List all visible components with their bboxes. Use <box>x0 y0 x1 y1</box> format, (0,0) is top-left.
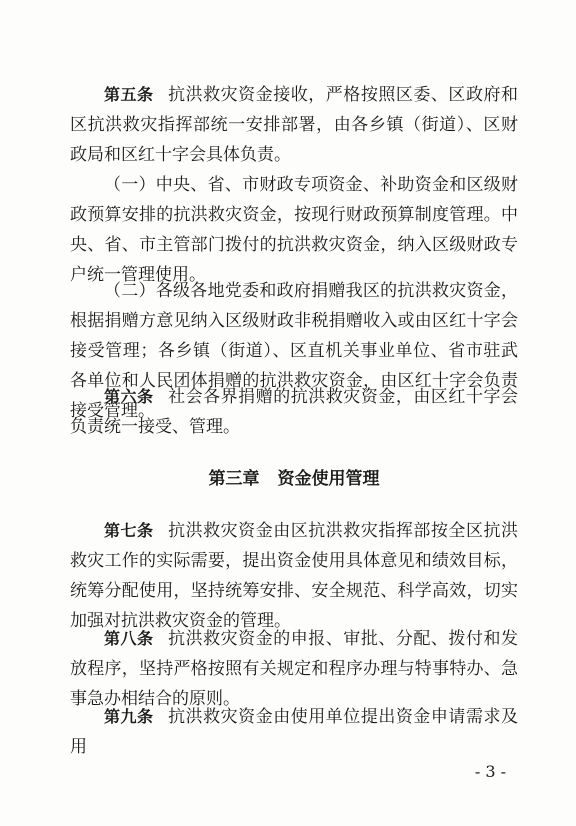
chapter-3-number: 第三章 <box>208 469 260 489</box>
article-7-label: 第七条 <box>104 521 154 540</box>
item-1-text: （一）中央、省、市财政专项资金、补助资金和区级财政预算安排的抗洪救灾资金，按现行财政预算制度管理。中央、省、市主管部门拨付的抗洪救灾资金，纳入区级财政专户统一管理使用。 <box>70 175 518 285</box>
article-9-paragraph <box>70 702 518 762</box>
article-5-text: 抗洪救灾资金接收，严格按照区委、区政府和区抗洪救灾指挥部统一安排部署，由各乡镇（街道）、区财政局和区红十字会具体负责。 <box>70 85 518 165</box>
article-7-paragraph <box>70 516 518 636</box>
article-9-label: 第九条 <box>104 707 154 726</box>
chapter-3-heading <box>70 464 518 494</box>
article-5-paragraph <box>70 80 518 170</box>
article-7-text: 抗洪救灾资金由区抗洪救灾指挥部按全区抗洪救灾工作的实际需要，提出资金使用具体意见和绩效目标，统筹分配使用，坚持统筹安排、安全规范、科学高效，切实加强对抗洪救灾资金的管理。 <box>70 521 518 631</box>
article-9-text: 抗洪救灾资金由使用单位提出资金申请需求及用 <box>70 707 518 757</box>
item-1-paragraph <box>70 170 518 290</box>
article-8-text: 抗洪救灾资金的申报、审批、分配、拨付和发放程序，坚持严格按照有关规定和程序办理与特事特办、急事急办相结合的原则。 <box>70 629 518 709</box>
article-6-paragraph <box>70 382 518 442</box>
article-8-label: 第八条 <box>104 629 154 648</box>
item-2-text: （二）各级各地党委和政府捐赠我区的抗洪救灾资金，根据捐赠方意见纳入区级财政非税捐赠收入或由区红十字会接受管理；各乡镇（街道）、区直机关事业单位、省市驻武各单位和人民团体捐赠的抗洪救灾资金，由区红十字会负责接受管理。 <box>70 281 518 421</box>
page-number: - 3 - <box>474 762 506 781</box>
article-5-label: 第五条 <box>104 85 154 104</box>
article-6-text: 社会各界捐赠的抗洪救灾资金，由区红十字会负责统一接受、管理。 <box>70 387 518 437</box>
article-8-paragraph <box>70 624 518 714</box>
article-6-label: 第六条 <box>104 387 154 406</box>
chapter-3-title: 资金使用管理 <box>277 469 380 489</box>
